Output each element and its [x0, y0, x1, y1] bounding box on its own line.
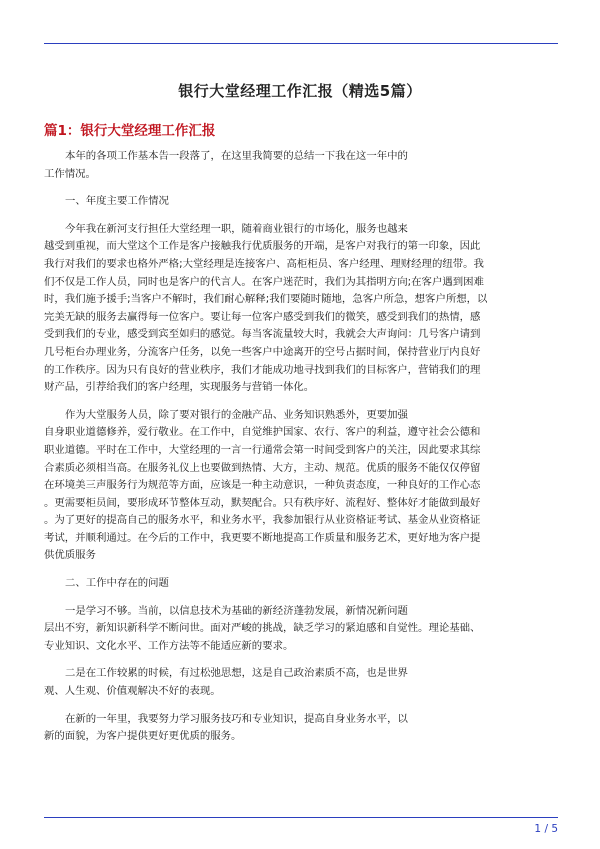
text-line: 。更需要柜员间，要形成环节整体互动，默契配合。只有秩序好、流程好、整体好才能做到最好 — [44, 496, 481, 509]
text-line: 合素质必须相当高。在服务礼仪上也要做到热情、大方，主动、规范。优质的服务不能仅仅停留 — [44, 461, 481, 474]
text-line: 二是在工作较累的时候，有过松弛思想，这是自己政治素质不高，也是世界 — [65, 667, 408, 680]
section-title: 篇1：银行大堂经理工作汇报 — [44, 123, 216, 139]
text-line: 工作情况。 — [44, 167, 96, 180]
text-line: 职业道德。平时在工作中，大堂经理的一言一行通常会第一时间受到客户的关注，因此要求其综 — [44, 443, 481, 456]
text-line: 作为大堂服务人员，除了要对银行的金融产品、业务知识熟悉外，更要加强 — [65, 408, 408, 421]
text-line: 专业知识、文化水平、工作方法等不能适应新的要求。 — [44, 639, 294, 652]
subheading-problems — [44, 575, 558, 593]
text-line: 在新的一年里，我要努力学习服务技巧和专业知识，提高自身业务水平，以 — [65, 712, 408, 725]
text-line: 新的面貌，为客户提供更好更优质的服务。 — [44, 730, 242, 743]
text-line: 们不仅是工作人员，同时也是客户的代言人。在客户迷茫时，我们为其指明方向;在客户遇到困难 — [44, 275, 484, 288]
text-line: 自身职业道德修养，爱行敬业。在工作中，自觉维护国家、农行、客户的利益，遵守社会公德和 — [44, 426, 481, 439]
text-line: 一是学习不够。当前，以信息技术为基础的新经济蓬勃发展，新情况新问题 — [65, 604, 408, 617]
header-rule — [44, 43, 558, 44]
text-line: 在环境美三声服务行为规范等方面，应该是一种主动意识，一种负责态度，一种良好的工作心态 — [44, 479, 481, 492]
footer-rule — [44, 817, 558, 818]
document-body — [44, 148, 558, 756]
text-line: 完美无缺的服务去赢得每一位客户。要让每一位客户感受到我们的微笑，感受到我们的热情，感 — [44, 310, 481, 323]
text-line: 财产品，引荐给我们的客户经理，实现服务与营销一体化。 — [44, 381, 315, 394]
text-line: 本年的各项工作基本告一段落了，在这里我简要的总结一下我在这一年中的 — [65, 150, 408, 162]
paragraph-problem-two — [44, 665, 558, 700]
text-line: 二、工作中存在的问题 — [65, 577, 169, 590]
text-line: 受到我们的专业，感受到宾至如归的感觉。每当客流量较大时，我就会大声询问：几号客户请到 — [44, 328, 481, 341]
text-line: 我行对我们的要求也格外严格;大堂经理是连接客户、高柜柜员、客户经理、理财经理的纽带。我 — [44, 257, 484, 270]
text-line: 越受到重视，而大堂这个工作是客户接触我行优质服务的开端，是客户对我行的第一印象，因此 — [44, 240, 481, 253]
text-line: 层出不穷，新知识新科学不断问世。面对严峻的挑战，缺乏学习的紧迫感和自觉性。理论基础、 — [44, 622, 481, 635]
paragraph-service-staff — [44, 407, 558, 565]
text-line: 。为了更好的提高自己的服务水平，和业务水平，我参加银行从业资格证考试、基金从业资格证 — [44, 514, 481, 527]
text-line: 供优质服务 — [44, 549, 96, 562]
text-line: 今年我在新河支行担任大堂经理一职，随着商业银行的市场化，服务也越来 — [65, 222, 408, 235]
paragraph-lobby-manager-role — [44, 221, 558, 397]
document-title: 银行大堂经理工作汇报（精选5篇） — [178, 82, 422, 100]
text-line: 几号柜台办理业务，分流客户任务，以免一些客户中途离开的空号占据时间，保持营业厅内良好 — [44, 345, 481, 358]
page-number: 1 / 5 — [534, 823, 558, 835]
subheading-annual-work — [44, 193, 558, 211]
text-line: 时，我们施予援手;当客户不解时，我们耐心解释;我们要随时随地，急客户所急，想客户所想，以 — [44, 293, 488, 306]
text-line: 的工作秩序。因为只有良好的营业秩序，我们才能成功地寻找到我们的目标客户，营销我们的理 — [44, 363, 481, 376]
text-line: 考试，并顺利通过。在今后的工作中，我更要不断地提高工作质量和服务艺术，更好地为客户提 — [44, 531, 481, 544]
paragraph-problem-one — [44, 603, 558, 656]
paragraph-outlook — [44, 711, 558, 746]
text-line: 观、人生观、价值观解决不好的表现。 — [44, 685, 221, 698]
text-line: 一、年度主要工作情况 — [65, 195, 169, 208]
paragraph-intro — [44, 148, 558, 183]
